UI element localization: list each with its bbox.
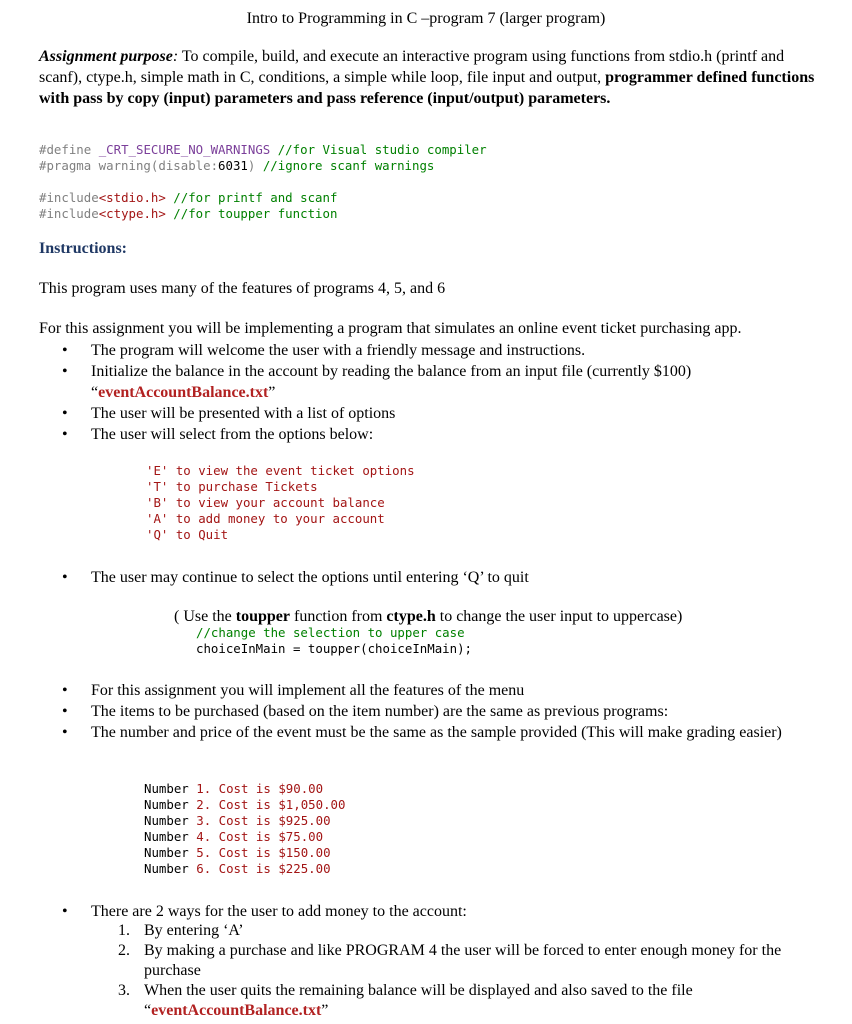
toupper-pre: ( Use the: [174, 608, 236, 625]
code-keyword: #pragma warning(disable:: [39, 158, 219, 173]
bullet-initialize-text: Initialize the balance in the account by reading the balance from an input file (currently $100): [91, 363, 692, 380]
code-paren: ): [247, 158, 256, 173]
price-number: 2: [196, 797, 204, 812]
bullet-icon: •: [62, 682, 68, 699]
code-comment: //for toupper function: [165, 206, 338, 221]
menu-line: 'Q' to Quit: [146, 527, 229, 542]
price-word: Number: [144, 845, 189, 860]
list-number: 1.: [118, 922, 130, 939]
code-includes: [39, 190, 337, 222]
menu-code-block: [146, 463, 415, 543]
price-cost: $225.00: [278, 861, 331, 876]
code-keyword: #include: [39, 206, 99, 221]
bullet-welcome: The program will welcome the user with a friendly message and instructions.: [91, 342, 586, 359]
numbered-item-2: By making a purchase and like PROGRAM 4 the user will be forced to enter enough money for the purchase: [144, 942, 782, 979]
bullet-icon: •: [62, 569, 68, 586]
code-comment: //for printf and scanf: [165, 190, 338, 205]
price-word: Number: [144, 813, 189, 828]
bullet-icon: •: [62, 363, 68, 380]
price-line: [144, 861, 345, 877]
numbered-item-3-text: When the user quits the remaining balance will be displayed and also saved to the file: [144, 982, 693, 999]
bullet-icon: •: [62, 342, 68, 359]
code-define: [39, 142, 487, 174]
code-line-include-stdio: [39, 190, 337, 206]
quote-open: “: [91, 384, 99, 401]
bullet-icon: •: [62, 405, 68, 422]
toupper-statement: choiceInMain = toupper(choiceInMain);: [196, 641, 473, 656]
file-name: eventAccountBalance.txt: [151, 1002, 322, 1019]
toupper-mid: function from: [290, 608, 387, 625]
page-title: Intro to Programming in C –program 7 (larger program): [246, 10, 606, 27]
instructions-heading: Instructions:: [39, 240, 128, 257]
toupper-fn: toupper: [235, 608, 290, 625]
price-number: 6: [196, 861, 204, 876]
code-header: <ctype.h>: [98, 206, 166, 221]
menu-line: 'E' to view the event ticket options: [146, 463, 415, 478]
menu-line: 'B' to view your account balance: [146, 495, 385, 510]
numbered-item-3: [144, 981, 834, 1021]
price-line: [144, 781, 345, 797]
price-word: Number: [144, 797, 189, 812]
price-sep: . Cost is: [203, 797, 279, 812]
toupper-post: to change the user input to uppercase): [435, 608, 683, 625]
assignment-purpose: [39, 46, 829, 109]
bullet-select: The user will select from the options below:: [91, 426, 374, 443]
purpose-label: Assignment purpose: [39, 48, 173, 65]
bullet-continue: The user may continue to select the options until entering ‘Q’ to quit: [91, 569, 529, 586]
price-cost: $925.00: [278, 813, 331, 828]
bullet-initialize: [91, 361, 831, 403]
price-sep: . Cost is: [203, 781, 279, 796]
purpose-text: To compile, build, and execute an interactive program using functions from stdio.h (printf and scanf), ctype.h, simple math in C, conditions, a simple while loop, file input and output,: [39, 48, 785, 86]
price-line: [144, 829, 345, 845]
bullet-implement: For this assignment you will implement all the features of the menu: [91, 682, 525, 699]
file-name: eventAccountBalance.txt: [98, 384, 269, 401]
instructions-intro: This program uses many of the features of programs 4, 5, and 6: [39, 280, 446, 297]
purpose-colon: :: [172, 48, 179, 65]
quote-close: ”: [268, 384, 276, 401]
price-sep: . Cost is: [203, 813, 279, 828]
price-cost: $90.00: [278, 781, 324, 796]
price-number: 3: [196, 813, 204, 828]
code-comment: //for Visual studio compiler: [270, 142, 487, 157]
toupper-lib: ctype.h: [386, 608, 436, 625]
price-word: Number: [144, 861, 189, 876]
price-cost: $1,050.00: [278, 797, 346, 812]
price-word: Number: [144, 829, 189, 844]
bullet-icon: •: [62, 703, 68, 720]
code-line-pragma: [39, 158, 487, 174]
menu-line: 'A' to add money to your account: [146, 511, 385, 526]
purpose-bold-text: programmer defined functions with pass by copy (input) parameters and pass reference (input/output) parameters.: [39, 69, 815, 107]
price-number: 4: [196, 829, 204, 844]
code-comment: //ignore scanf warnings: [255, 158, 435, 173]
toupper-comment: //change the selection to upper case: [196, 625, 465, 640]
toupper-note: [174, 606, 682, 627]
price-number: 5: [196, 845, 204, 860]
bullet-price: The number and price of the event must be the same as the sample provided (This will make grading easier): [91, 724, 782, 741]
bullet-add-money: There are 2 ways for the user to add money to the account:: [91, 903, 467, 920]
price-sep: . Cost is: [203, 845, 279, 860]
menu-line: 'T' to purchase Tickets: [146, 479, 318, 494]
price-line: [144, 845, 345, 861]
quote-close: ”: [321, 1002, 329, 1019]
numbered-item-1: By entering ‘A’: [144, 922, 244, 939]
code-line-include-ctype: [39, 206, 337, 222]
toupper-code: [196, 625, 472, 657]
instructions-description: For this assignment you will be implementing a program that simulates an online event ticket purchasing app.: [39, 320, 742, 337]
code-line-define: [39, 142, 487, 158]
price-line: [144, 813, 345, 829]
code-keyword: #define: [39, 142, 99, 157]
price-cost: $75.00: [278, 829, 324, 844]
list-number: 2.: [118, 942, 130, 959]
bullet-icon: •: [62, 426, 68, 443]
price-line: [144, 797, 345, 813]
price-cost: $150.00: [278, 845, 331, 860]
price-number: 1: [196, 781, 204, 796]
price-word: Number: [144, 781, 189, 796]
code-keyword: #include: [39, 190, 99, 205]
code-header: <stdio.h>: [98, 190, 166, 205]
price-sep: . Cost is: [203, 861, 279, 876]
bullet-options: The user will be presented with a list of options: [91, 405, 396, 422]
price-code-block: [144, 781, 345, 877]
list-number: 3.: [118, 982, 130, 999]
code-number: 6031: [218, 158, 248, 173]
bullet-icon: •: [62, 724, 68, 741]
bullet-items: The items to be purchased (based on the item number) are the same as previous programs:: [91, 703, 669, 720]
code-macro: _CRT_SECURE_NO_WARNINGS: [98, 142, 271, 157]
price-sep: . Cost is: [203, 829, 279, 844]
quote-open: “: [144, 1002, 152, 1019]
bullet-icon: •: [62, 903, 68, 920]
